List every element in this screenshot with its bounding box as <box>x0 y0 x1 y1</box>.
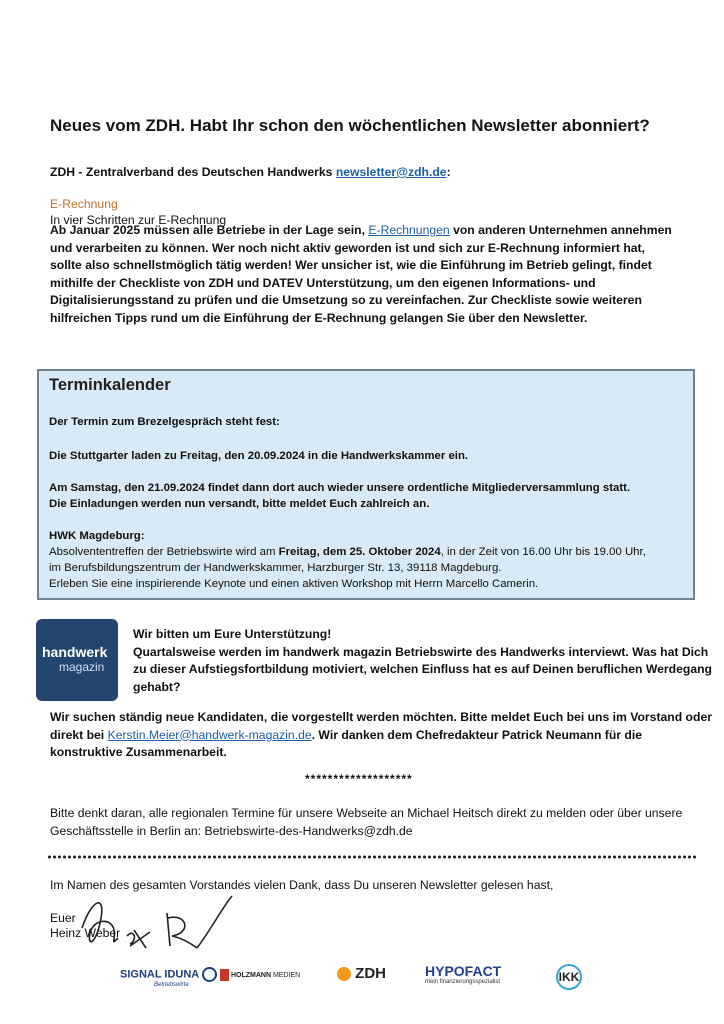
logo-text-2: magazin <box>59 660 105 674</box>
hwk-line-1a: Absolvententreffen der Betriebswirte wird am <box>49 546 279 558</box>
hwk-line-1 <box>49 544 646 561</box>
magazin-line-1: Quartalsweise werden im handwerk magazin Betriebswirte des Handwerks interviewt. Was hat Dich <box>133 644 709 659</box>
terminkalender-box <box>37 369 695 600</box>
topic-label: E-Rechnung <box>50 197 118 211</box>
source-label: ZDH - Zentralverband des Deutschen Handwerks <box>50 165 333 179</box>
handwerk-magazin-logo <box>36 619 118 701</box>
hypofact-logo <box>425 963 501 985</box>
kandidaten-text <box>50 709 712 762</box>
magazin-line-3: gehabt? <box>133 679 181 694</box>
separator: ******************* <box>305 772 413 786</box>
magazin-heading: Wir bitten um Eure Unterstützung! <box>133 627 332 641</box>
kandidaten-line-3: konstruktive Zusammenarbeit. <box>50 745 227 759</box>
termine-text <box>50 805 682 840</box>
termin-line-1: Der Termin zum Brezelgespräch steht fest: <box>49 416 280 428</box>
holzmann-sub: MEDIEN <box>272 971 301 979</box>
kandidaten-email-link[interactable]: Kerstin.Meier@handwerk-magazin.de <box>107 727 312 742</box>
source-line <box>50 164 451 182</box>
kandidaten-line-1: Wir suchen ständig neue Kandidaten, die vorgestellt werden möchten. Bitte meldet Euch bei uns im Vorstand oder <box>50 710 712 724</box>
hypofact-text: HYPOFACT <box>425 963 502 979</box>
e-rechnungen-link[interactable]: E-Rechnungen <box>368 223 450 237</box>
holzmann-text: HOLZMANN <box>230 971 272 979</box>
para-line-6: hilfreichen Tipps rund um die Einführung der E-Rechnung gelangen Sie über den Newsletter. <box>50 310 588 325</box>
signal-iduna-text: SIGNAL IDUNA <box>120 968 199 981</box>
kandidaten-line-2b: . Wir danken dem Chefredakteur Patrick Neumann für die <box>311 727 643 742</box>
dotted-divider <box>47 855 697 859</box>
para-line-1b: von anderen Unternehmen annehmen <box>453 223 672 237</box>
termine-line-2: Geschäftsstelle in Berlin an: Betriebswirte-des-Handwerks@zdh.de <box>50 823 413 838</box>
hwk-heading: HWK Magdeburg: <box>49 530 145 542</box>
hwk-line-2: im Berufsbildungszentrum der Handwerkskammer, Harzburger Str. 13, 39118 Magdeburg. <box>49 562 502 574</box>
zdh-text: ZDH <box>355 965 386 982</box>
thanks-text: Im Namen des gesamten Vorstandes vielen Dank, dass Du unseren Newsletter gelesen hast, <box>50 878 554 892</box>
hwk-date: Freitag, dem 25. Oktober 2024 <box>278 546 441 558</box>
signoff-name: Heinz Weber <box>50 926 121 940</box>
hwk-line-3: Erleben Sie eine inspirierende Keynote und einen aktiven Workshop mit Herrn Marcello Camerin. <box>49 578 539 590</box>
termine-line-1: Bitte denkt daran, alle regionalen Termine für unsere Webseite an Michael Heitsch direkt zu melden oder über unsere <box>50 806 683 820</box>
magazin-text <box>133 626 712 696</box>
para-line-2: und verarbeiten zu können. Wer noch nicht aktiv geworden ist und sich zur E-Rechnung informiert hat, <box>50 240 645 255</box>
kandidaten-line-2 <box>50 727 712 745</box>
zdh-circle-icon <box>337 967 351 981</box>
signal-iduna-logo <box>120 967 217 988</box>
para-line-4: mithilfe der Checkliste von ZDH und DATEV Unterstützung, um den eigenen Informations- und <box>50 275 596 290</box>
source-suffix: : <box>446 165 451 179</box>
terminkalender-title: Terminkalender <box>49 376 171 394</box>
kandidaten-line-2a: direkt bei <box>50 727 108 742</box>
signal-circle-icon <box>202 967 217 982</box>
ikk-text: IKK <box>556 964 582 990</box>
termin-line-3: Am Samstag, den 21.09.2024 findet dann dort auch wieder unsere ordentliche Mitgliederversammlung statt. <box>49 482 631 494</box>
logo-text-1: handwerk <box>42 644 108 660</box>
termin-line-2: Die Stuttgarter laden zu Freitag, den 20.09.2024 in die Handwerkskammer ein. <box>49 450 469 462</box>
topic-subtitle: In vier Schritten zur E-Rechnung <box>50 213 227 227</box>
magazin-line-2: zu dieser Aufstiegsfortbildung motiviert, welchen Einfluss hat es auf Deinen beruflichen Werdegang <box>133 662 712 676</box>
holzmann-square-icon <box>220 969 229 981</box>
holzmann-logo <box>220 969 300 981</box>
para-line-3: sollte also schnellstmöglich tätig werden! Wer unsicher ist, wie die Einführung im Betrieb gelingt, findet <box>50 258 652 272</box>
termin-line-4: Die Einladungen werden nun versandt, bitte meldet Euch zahlreich an. <box>49 498 430 510</box>
para-line-1a: Ab Januar 2025 müssen alle Betriebe in der Lage sein, <box>50 223 365 237</box>
page-title: Neues vom ZDH. Habt Ihr schon den wöchentlichen Newsletter abonniert? <box>50 116 650 135</box>
signature <box>72 888 242 958</box>
para-line-5: Digitalisierungsstand zu prüfen und die Umsetzung so zu vereinfachen. Zur Checkliste sowie weiteren <box>50 293 642 307</box>
hypofact-sub: mein finanzierungsspezialist <box>425 979 501 985</box>
ikk-logo <box>556 964 582 990</box>
hwk-line-1c: , in der Zeit von 16.00 Uhr bis 19.00 Uhr, <box>440 546 646 558</box>
zdh-logo <box>337 965 386 982</box>
source-email-link[interactable]: newsletter@zdh.de <box>335 165 447 179</box>
signoff-euer: Euer <box>50 911 76 925</box>
signal-sub: Betriebswirte <box>154 982 189 988</box>
